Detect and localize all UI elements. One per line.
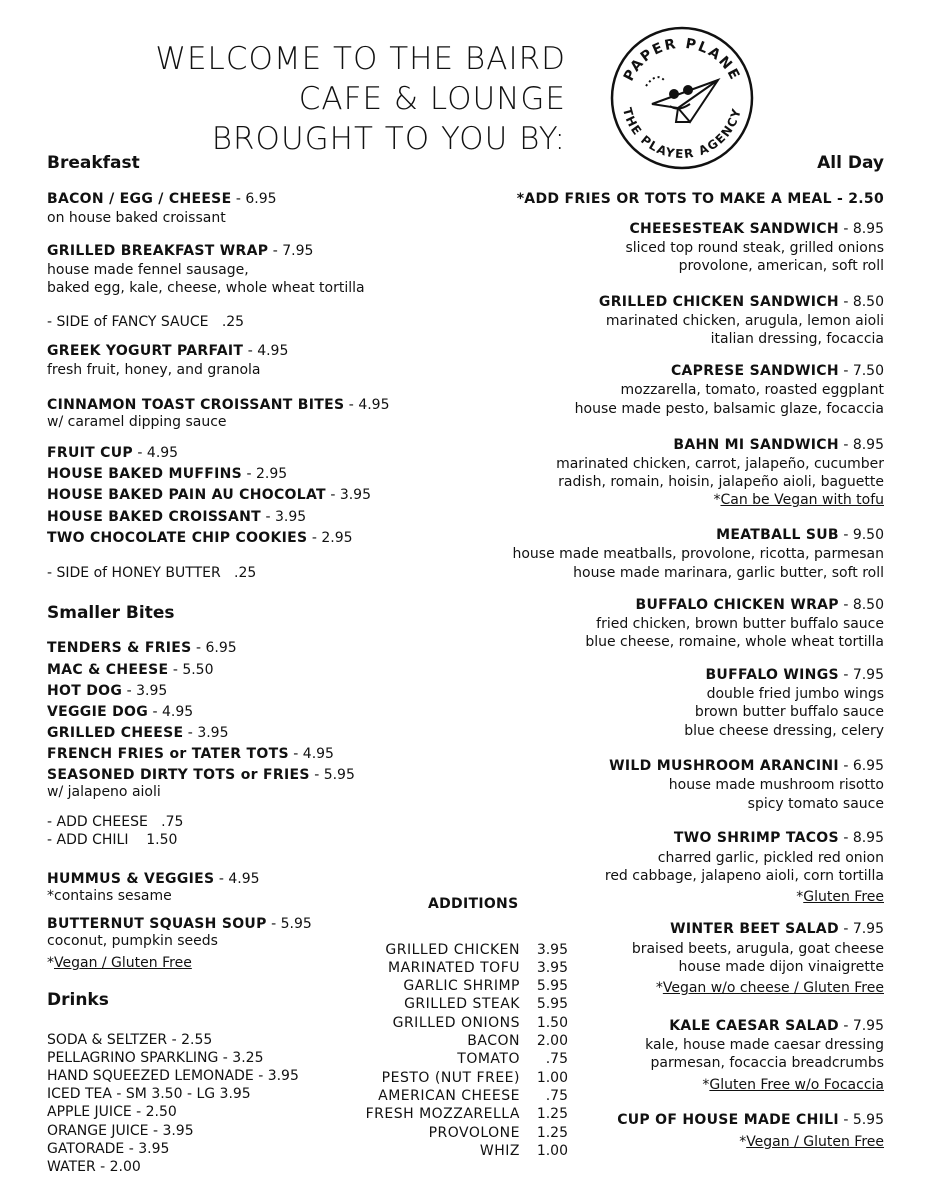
smaller-bites-heading: Smaller Bites — [47, 603, 175, 623]
item-description: w/ jalapeno aioli — [47, 784, 161, 800]
item-description: kale, house made caesar dressing — [645, 1037, 884, 1053]
item-description: w/ caramel dipping sauce — [47, 414, 227, 430]
drink-item: ORANGE JUICE - 3.95 — [47, 1123, 194, 1139]
item-description: fresh fruit, honey, and granola — [47, 362, 261, 378]
menu-item: WINTER BEET SALAD - 7.95 — [670, 921, 884, 937]
breakfast-heading: Breakfast — [47, 153, 140, 173]
drink-item: GATORADE - 3.95 — [47, 1141, 170, 1157]
item-description: on house baked croissant — [47, 210, 226, 226]
menu-item: MAC & CHEESE - 5.50 — [47, 662, 214, 678]
item-description: house made mushroom risotto — [668, 777, 884, 793]
paper-plane-icon — [646, 77, 718, 122]
item-description: blue cheese dressing, celery — [684, 723, 884, 739]
menu-item: HOUSE BAKED CROISSANT - 3.95 — [47, 509, 307, 525]
menu-item: BAHN MI SANDWICH - 8.95 — [673, 437, 884, 453]
item-description: coconut, pumpkin seeds — [47, 933, 218, 949]
menu-item: HOT DOG - 3.95 — [47, 683, 168, 699]
menu-item: BACON / EGG / CHEESE - 6.95 — [47, 191, 277, 207]
menu-item: GRILLED CHICKEN SANDWICH - 8.50 — [598, 294, 884, 310]
menu-item: VEGGIE DOG - 4.95 — [47, 704, 194, 720]
drink-item: WATER - 2.00 — [47, 1159, 141, 1175]
item-description: house made pesto, balsamic glaze, focaccia — [574, 401, 884, 417]
dietary-note: *Gluten Free — [796, 889, 884, 905]
item-description: house made dijon vinaigrette — [678, 959, 884, 975]
logo-top-text: PAPER PLANE — [620, 35, 744, 84]
menu-item: BUTTERNUT SQUASH SOUP - 5.95 — [47, 916, 312, 932]
drink-item: SODA & SELTZER - 2.55 — [47, 1032, 213, 1048]
header-line-3: BROUGHT TO YOU BY: — [211, 121, 566, 157]
menu-item: KALE CAESAR SALAD - 7.95 — [669, 1018, 884, 1034]
menu-item: MEATBALL SUB - 9.50 — [716, 527, 884, 543]
menu-item: HOUSE BAKED PAIN AU CHOCOLAT - 3.95 — [47, 487, 371, 503]
item-description: charred garlic, pickled red onion — [657, 850, 884, 866]
item-description: baked egg, kale, cheese, whole wheat tortilla — [47, 280, 365, 296]
item-description: marinated chicken, arugula, lemon aioli — [605, 313, 884, 329]
item-description: blue cheese, romaine, whole wheat tortilla — [585, 634, 884, 650]
menu-item: HOUSE BAKED MUFFINS - 2.95 — [47, 466, 288, 482]
item-description: braised beets, arugula, goat cheese — [631, 941, 884, 957]
menu-item: TWO CHOCOLATE CHIP COOKIES - 2.95 — [47, 530, 353, 546]
add-option: - ADD CHILI 1.50 — [47, 832, 178, 848]
menu-item: BUFFALO CHICKEN WRAP - 8.50 — [635, 597, 884, 613]
item-description: house made marinara, garlic butter, soft roll — [573, 565, 884, 581]
item-description: house made meatballs, provolone, ricotta, parmesan — [512, 546, 884, 562]
item-description: mozzarella, tomato, roasted eggplant — [620, 382, 884, 398]
item-description: *contains sesame — [47, 888, 172, 904]
dietary-note: *Can be Vegan with tofu — [713, 492, 884, 508]
menu-item: FRUIT CUP - 4.95 — [47, 445, 179, 461]
dietary-note: *Vegan w/o cheese / Gluten Free — [655, 980, 884, 996]
item-description: italian dressing, focaccia — [710, 331, 884, 347]
item-description: marinated chicken, carrot, jalapeño, cucumber — [556, 456, 884, 472]
menu-item: GRILLED CHEESE - 3.95 — [47, 725, 229, 741]
menu-item: HUMMUS & VEGGIES - 4.95 — [47, 871, 260, 887]
menu-item: FRENCH FRIES or TATER TOTS - 4.95 — [47, 746, 334, 762]
all-day-heading: All Day — [817, 153, 884, 173]
drink-item: HAND SQUEEZED LEMONADE - 3.95 — [47, 1068, 299, 1084]
side-option: - SIDE of HONEY BUTTER .25 — [47, 565, 257, 581]
item-description: radish, romain, hoisin, jalapeño aioli, baguette — [558, 474, 884, 490]
item-description: provolone, american, soft roll — [678, 258, 884, 274]
dietary-note: *Vegan / Gluten Free — [739, 1134, 884, 1150]
menu-item: CAPRESE SANDWICH - 7.50 — [670, 363, 884, 379]
menu-item: CHEESESTEAK SANDWICH - 8.95 — [629, 221, 884, 237]
menu-item: SEASONED DIRTY TOTS or FRIES - 5.95 — [47, 767, 355, 783]
menu-item: WILD MUSHROOM ARANCINI - 6.95 — [609, 758, 884, 774]
add-option: - ADD CHEESE .75 — [47, 814, 184, 830]
menu-item: CUP OF HOUSE MADE CHILI - 5.95 — [617, 1112, 884, 1128]
header-line-2: CAFE & LOUNGE — [298, 81, 566, 117]
drinks-heading: Drinks — [47, 990, 109, 1010]
header-line-1: WELCOME TO THE BAIRD — [155, 41, 566, 77]
drink-item: ICED TEA - SM 3.50 - LG 3.95 — [47, 1086, 251, 1102]
item-description: parmesan, focaccia breadcrumbs — [650, 1055, 884, 1071]
dietary-note: *Vegan / Gluten Free — [47, 955, 192, 971]
drink-item: APPLE JUICE - 2.50 — [47, 1104, 177, 1120]
menu-item: BUFFALO WINGS - 7.95 — [705, 667, 884, 683]
menu-item: GREEK YOGURT PARFAIT - 4.95 — [47, 343, 289, 359]
additions-heading: ADDITIONS — [428, 896, 519, 912]
menu-item: GRILLED BREAKFAST WRAP - 7.95 — [47, 243, 314, 259]
logo-bottom-text: THE PLAYER AGENCY — [619, 106, 745, 162]
side-option: - SIDE of FANCY SAUCE .25 — [47, 314, 245, 330]
meal-note: *ADD FRIES OR TOTS TO MAKE A MEAL - 2.50 — [516, 191, 884, 207]
item-description: spicy tomato sauce — [747, 796, 884, 812]
dietary-note: *Gluten Free w/o Focaccia — [702, 1077, 884, 1093]
drink-item: PELLAGRINO SPARKLING - 3.25 — [47, 1050, 264, 1066]
menu-item: TWO SHRIMP TACOS - 8.95 — [673, 830, 884, 846]
item-description: double fried jumbo wings — [706, 686, 884, 702]
item-description: brown butter buffalo sauce — [694, 704, 884, 720]
menu-item: CINNAMON TOAST CROISSANT BITES - 4.95 — [47, 397, 390, 413]
menu-item: TENDERS & FRIES - 6.95 — [47, 640, 237, 656]
item-description: red cabbage, jalapeno aioli, corn tortilla — [604, 868, 884, 884]
item-description: sliced top round steak, grilled onions — [625, 240, 884, 256]
paper-plane-logo — [606, 22, 758, 174]
item-description: fried chicken, brown butter buffalo sauce — [596, 616, 884, 632]
item-description: house made fennel sausage, — [47, 262, 249, 278]
